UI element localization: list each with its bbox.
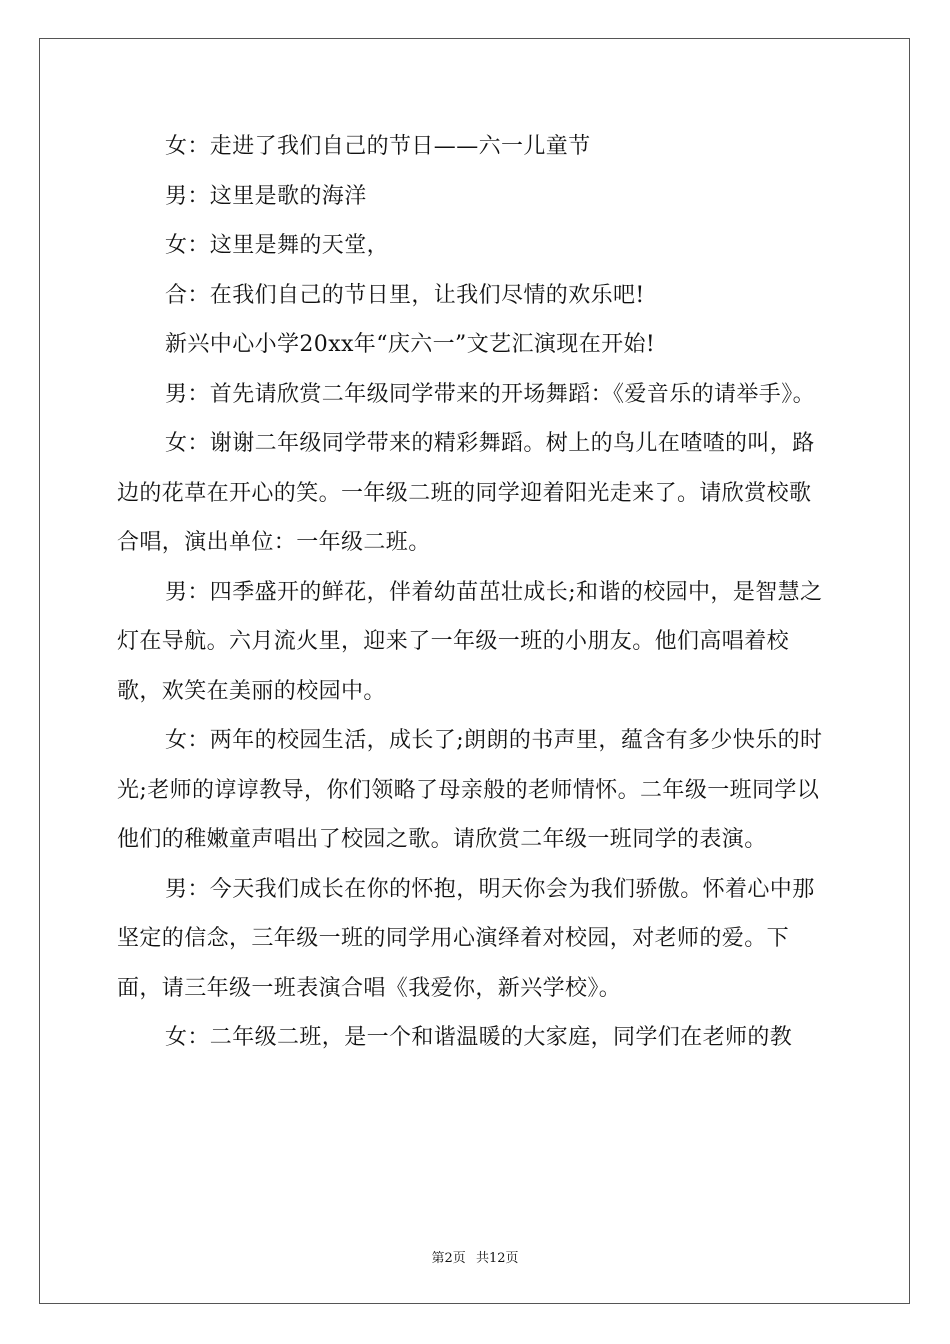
paragraph: 男：四季盛开的鲜花，伴着幼苗茁壮成长;和谐的校园中，是智慧之灯在导航。六月流火里，迎来了一年级一班的小朋友。他们高唱着校歌，欢笑在美丽的校园中。 bbox=[117, 579, 823, 704]
document-body bbox=[117, 122, 833, 1063]
paragraph: 男：首先请欣赏二年级同学带来的开场舞蹈：《爱音乐的请举手》。 bbox=[165, 381, 816, 407]
paragraph: 合：在我们自己的节日里，让我们尽情的欢乐吧! bbox=[165, 282, 645, 308]
paragraph: 新兴中心小学20xx年“庆六一”文艺汇演现在开始! bbox=[165, 332, 656, 357]
page-footer bbox=[0, 1247, 950, 1266]
paragraph: 女：谢谢二年级同学带来的精彩舞蹈。树上的鸟儿在喳喳的叫，路边的花草在开心的笑。一年级二班的同学迎着阳光走来了。请欣赏校歌合唱，演出单位：一年级二班。 bbox=[117, 431, 815, 555]
paragraph: 女：走进了我们自己的节日——六一儿童节 bbox=[165, 134, 591, 159]
paragraph: 男：这里是歌的海洋 bbox=[165, 183, 367, 209]
paragraph: 女：二年级二班，是一个和谐温暖的大家庭，同学们在老师的教 bbox=[165, 1025, 793, 1050]
page-number: 第2页 bbox=[431, 1251, 466, 1266]
paragraph: 女：这里是舞的天堂， bbox=[165, 233, 390, 258]
page-total: 共12页 bbox=[475, 1251, 519, 1266]
paragraph: 男：今天我们成长在你的怀抱，明天你会为我们骄傲。怀着心中那坚定的信念，三年级一班的同学用心演绎着对校园，对老师的爱。下面，请三年级一班表演合唱《我爱你，新兴学校》。 bbox=[117, 876, 815, 1001]
paragraph: 女：两年的校园生活，成长了;朗朗的书声里，蕴含有多少快乐的时光;老师的谆谆教导，你们领略了母亲般的老师情怀。二年级一班同学以他们的稚嫩童声唱出了校园之歌。请欣赏二年级一班同学的表演。 bbox=[117, 728, 823, 852]
